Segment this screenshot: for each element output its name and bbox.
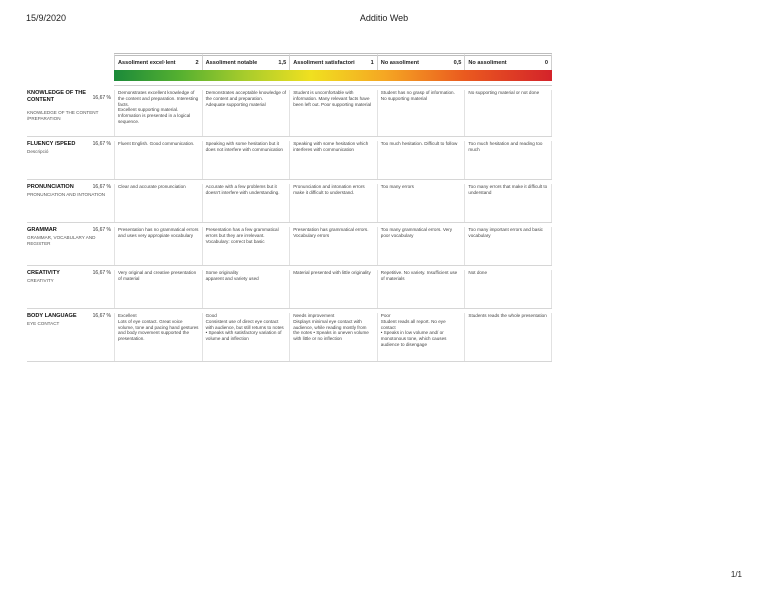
level-label: No assoliment xyxy=(380,60,420,66)
rubric-cell: Student has no grasp of information. No supporting material xyxy=(377,90,465,136)
page-number: 1/1 xyxy=(730,570,742,579)
rubric-cell: Too many errors xyxy=(377,184,465,222)
level-header-1 xyxy=(114,53,202,70)
rubric-cell: Speaking with some hesitation but it does not interfere with communication xyxy=(202,141,290,179)
criterion-name: PRONUNCIATION xyxy=(27,184,74,190)
level-label: Assoliment satisfactori xyxy=(293,60,355,66)
header-divider xyxy=(114,85,552,86)
rubric-cell: Demonstrates excellent knowledge of the content and preparation. Interesting facts. Excellent supporting material. Information is presented in a logical sequence. xyxy=(114,90,202,136)
rubric-cell: Clear and accurate pronunciation xyxy=(114,184,202,222)
criterion-row xyxy=(27,227,552,266)
rubric-cell: Material presented with little originality xyxy=(289,270,377,308)
level-score: 0 xyxy=(544,60,548,66)
criterion-label xyxy=(27,141,113,155)
criterion-label xyxy=(27,227,113,247)
print-date: 15/9/2020 xyxy=(26,13,67,23)
criterion-name: KNOWLEDGE OF THE CONTENT xyxy=(27,90,87,103)
rubric-cell: Too many grammatical errors. Very poor vocabulary xyxy=(377,227,465,265)
rubric-table xyxy=(27,53,552,362)
level-header-2 xyxy=(202,53,290,70)
criterion-row xyxy=(27,270,552,309)
level-label: Assoliment excel·lent xyxy=(118,60,176,66)
rubric-cell: Fluent English. Good communication. xyxy=(114,141,202,179)
criterion-name: CREATIVITY xyxy=(27,270,60,276)
rubric-cell: No supporting material or not done xyxy=(464,90,552,136)
level-score: 0,5 xyxy=(453,60,462,66)
criterion-label xyxy=(27,184,113,198)
rubric-cell: Presentation has a few grammatical errors but they are irrelevant. Vocabulary: correct but basic xyxy=(202,227,290,265)
rubric-cell: Repetitive. No variety. Insufficient use of materials xyxy=(377,270,465,308)
rubric-cell: Students reads the whole presentation xyxy=(464,313,552,361)
level-label: No assoliment xyxy=(468,60,507,66)
rubric-cell: Excellent Lots of eye contact. Great voice volume, tone and pacing hand gestures and body movement supported the presentation. xyxy=(114,313,202,361)
rubric-cell: Very original and creative presentation of material xyxy=(114,270,202,308)
criterion-row xyxy=(27,141,552,180)
level-label: Assoliment notable xyxy=(205,60,258,66)
criterion-subtitle: PRONUNCIATION AND INTONATION xyxy=(27,192,106,197)
criterion-row xyxy=(27,90,552,137)
rubric-cell: Too much hesitation. Difficult to follow xyxy=(377,141,465,179)
level-score: 1 xyxy=(370,60,374,66)
rubric-cell: Speaking with some hesitation which interferes with communication xyxy=(289,141,377,179)
rubric-cell: Student is uncomfortable with information. Many relevant facts have been left out. Poor supporting material xyxy=(289,90,377,136)
criterion-subtitle: Descripció xyxy=(27,149,49,154)
rubric-cell: Demonstrates acceptable knowledge of the content and preparation. Adequate supporting material xyxy=(202,90,290,136)
criterion-label xyxy=(27,313,113,327)
rubric-cell: Too many errors that make it difficult to understand xyxy=(464,184,552,222)
criterion-name: GRAMMAR xyxy=(27,227,57,233)
rubric-cell: Good Consistent use of direct eye contact with audience, but still returns to notes • Speaks with satisfactory variation of volume and inflection xyxy=(202,313,290,361)
criterion-subtitle: EYE CONTACT xyxy=(27,321,60,326)
criterion-weight: 16,67 % xyxy=(92,313,111,319)
rubric-cell: Needs improvement Displays minimal eye contact with audience, while reading mostly from the notes • Speaks in uneven volume with little or no inflection xyxy=(289,313,377,361)
rubric-cell: Not done xyxy=(464,270,552,308)
level-header-row xyxy=(114,53,552,70)
rubric-cell: Some originality apparent and variety used xyxy=(202,270,290,308)
level-score: 1,5 xyxy=(278,60,287,66)
rubric-cell: Too many important errors and basic vocabulary xyxy=(464,227,552,265)
criteria-rows xyxy=(27,90,552,362)
rubric-cell: Poor Student reads all report. No eye contact • Speaks in low volume and/ or monotonous tone, which causes audience to disengage xyxy=(377,313,465,361)
level-score: 2 xyxy=(195,60,199,66)
criterion-name: FLUENCY /SPEED xyxy=(27,141,76,147)
rubric-cell: Accurate with a few problems but it doesn't interfere with understanding. xyxy=(202,184,290,222)
criterion-weight: 16,67 % xyxy=(92,227,111,233)
criterion-weight: 16,67 % xyxy=(92,184,111,190)
criterion-label xyxy=(27,270,113,284)
level-header-5 xyxy=(464,53,552,70)
criterion-row xyxy=(27,184,552,223)
criterion-weight: 16,67 % xyxy=(92,270,111,276)
criterion-name: BODY LANGUAGE xyxy=(27,313,77,319)
score-gradient-bar xyxy=(114,70,552,81)
rubric-cell: Presentation has no grammatical errors and uses very appropiate vocabulary xyxy=(114,227,202,265)
criterion-subtitle: CREATIVITY xyxy=(27,278,54,283)
criterion-subtitle: GRAMMAR, VOCABULARY AND REGISTER xyxy=(27,235,96,246)
rubric-cell: Too much hesitation and reading too much xyxy=(464,141,552,179)
rubric-cell: Presentation has grammatical errors. Vocabulary errors xyxy=(289,227,377,265)
criterion-subtitle: KNOWLEDGE OF THE CONTENT /PREPARATION xyxy=(27,110,99,121)
rubric-cell: Pronunciation and intonation errors make it difficult to understand. xyxy=(289,184,377,222)
criterion-label xyxy=(27,90,113,122)
criterion-weight: 16,67 % xyxy=(92,141,111,147)
print-title: Additio Web xyxy=(359,13,409,23)
level-header-3 xyxy=(289,53,377,70)
criterion-weight: 16,67 % xyxy=(92,95,111,101)
level-header-4 xyxy=(377,53,465,70)
criterion-row xyxy=(27,313,552,362)
